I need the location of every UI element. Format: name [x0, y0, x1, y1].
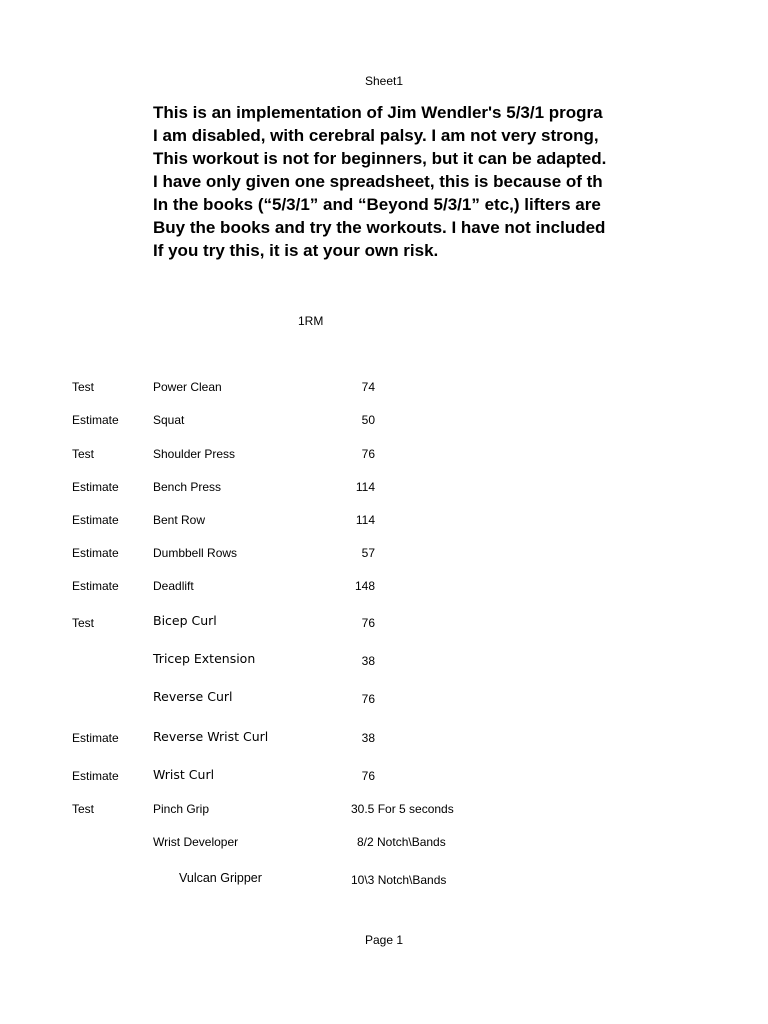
row-value: 50 [361, 413, 375, 427]
row-value: 114 [355, 513, 375, 527]
row-exercise: Bench Press [153, 480, 222, 494]
row-value: 38 [361, 654, 375, 668]
row-value: 57 [361, 546, 375, 560]
row-exercise: Squat [153, 413, 185, 427]
row-value: 76 [361, 769, 375, 783]
row-value: 76 [361, 692, 375, 706]
intro-text [153, 101, 619, 262]
row-exercise: Wrist Developer [153, 835, 239, 849]
row-value: 74 [361, 380, 375, 394]
row-type: Test [72, 802, 95, 816]
row-type: Estimate [72, 513, 119, 527]
row-exercise: Reverse Curl [153, 689, 233, 704]
sheet-title: Sheet1 [364, 74, 404, 88]
row-type: Test [72, 616, 95, 630]
row-exercise: Power Clean [153, 380, 222, 394]
row-type: Estimate [72, 480, 119, 494]
row-exercise: Wrist Curl [153, 767, 215, 782]
row-type: Estimate [72, 769, 119, 783]
row-exercise: Deadlift [153, 579, 194, 593]
page-footer: Page 1 [364, 933, 404, 947]
column-header-1rm: 1RM [298, 314, 324, 328]
row-type: Estimate [72, 579, 119, 593]
row-exercise: Bent Row [153, 513, 206, 527]
row-value: 38 [361, 731, 375, 745]
row-type: Test [72, 447, 95, 461]
intro-line: Buy the books and try the workouts. I have not included [153, 218, 606, 237]
intro-line: In the books (“5/3/1” and “Beyond 5/3/1” etc,) lifters are [153, 195, 601, 214]
row-exercise: Vulcan Gripper [179, 871, 262, 885]
intro-line: This is an implementation of Jim Wendler's 5/3/1 progra [153, 103, 603, 122]
row-type: Estimate [72, 731, 119, 745]
row-type: Estimate [72, 413, 119, 427]
row-exercise: Dumbbell Rows [153, 546, 238, 560]
row-exercise: Pinch Grip [153, 802, 210, 816]
row-type: Estimate [72, 546, 119, 560]
row-value: 10\3 Notch\Bands [351, 873, 447, 887]
row-value: 8/2 Notch\Bands [357, 835, 446, 849]
intro-line: This workout is not for beginners, but it can be adapted. [153, 149, 607, 168]
row-value: 114 [355, 480, 375, 494]
row-exercise: Tricep Extension [153, 651, 256, 666]
row-value: 148 [354, 579, 375, 593]
row-type: Test [72, 380, 95, 394]
row-value: 30.5 For 5 seconds [351, 802, 454, 816]
row-exercise: Reverse Wrist Curl [153, 729, 269, 744]
intro-line: If you try this, it is at your own risk. [153, 241, 439, 260]
row-value: 76 [361, 616, 375, 630]
intro-line: I am disabled, with cerebral palsy. I am not very strong, [153, 126, 599, 145]
row-value: 76 [361, 447, 375, 461]
intro-line: I have only given one spreadsheet, this is because of th [153, 172, 603, 191]
row-exercise: Shoulder Press [153, 447, 236, 461]
row-exercise: Bicep Curl [153, 613, 217, 628]
